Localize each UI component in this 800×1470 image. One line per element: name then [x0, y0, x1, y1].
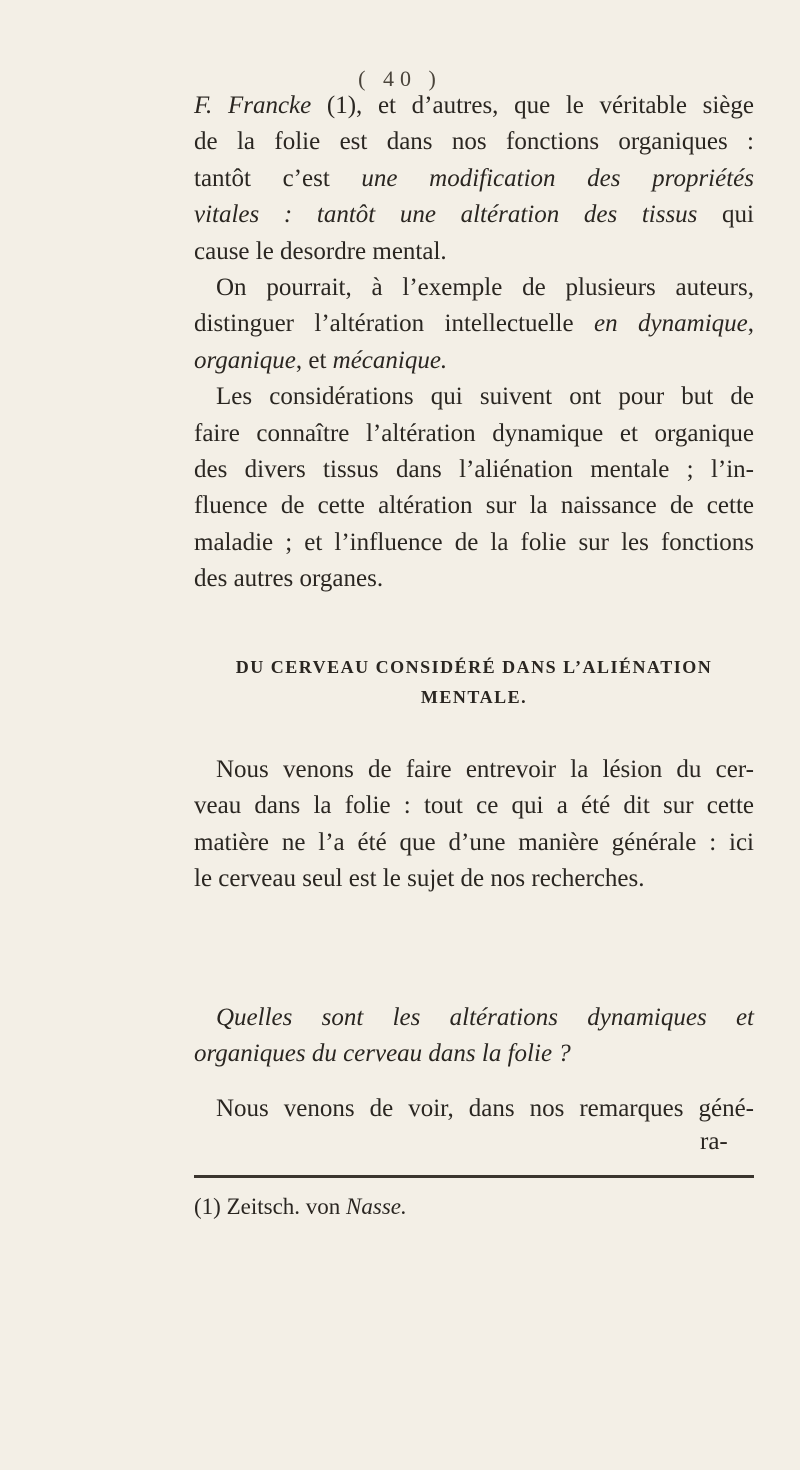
text-run: veau dans la folie : tout ce qui a été dit sur cette [194, 792, 754, 820]
text-run: Nous venons de faire entrevoir la lésion du cer- [216, 756, 754, 783]
text-line [194, 452, 754, 488]
text-line [194, 343, 754, 379]
text-run: cause le desordre mental. [194, 237, 447, 265]
text-line [194, 525, 754, 561]
text-line [194, 197, 754, 233]
page-number: ( 40 ) [358, 66, 442, 91]
text-run: distinguer l’altération intellectuelle [194, 310, 595, 338]
text-run: matière ne l’a été que d’une manière générale : ici [194, 828, 754, 856]
text-line [194, 88, 754, 124]
text-line [194, 861, 754, 897]
text-line [194, 561, 754, 597]
footnote-mark: (1) [194, 1194, 221, 1219]
text-line [194, 379, 754, 415]
paragraph-2 [194, 270, 754, 379]
italic-text: organiques du cerveau dans la folie ? [194, 1040, 571, 1068]
italic-text: F. Francke [194, 92, 312, 119]
text-line [194, 161, 754, 197]
text-line [194, 416, 754, 452]
text-run: Nous venons de voir, dans nos remarques géné- [216, 1095, 754, 1122]
text-run: , et [295, 346, 333, 374]
text-line [194, 1000, 754, 1036]
text-line [194, 788, 754, 824]
text-run: qui [697, 201, 754, 229]
italic-text: en dynamique [594, 310, 748, 338]
text-run: des divers tissus dans l’aliénation mentale ; l’in- [194, 456, 754, 484]
text-run: fluence de cette altération sur la naissance de cette [194, 492, 754, 520]
paragraph-3 [194, 379, 754, 597]
text-run: Les considérations qui suivent ont pour but de [216, 383, 754, 411]
paragraph-6 [194, 1091, 754, 1127]
italic-text: une modification des propriétés [361, 164, 754, 192]
text-run: tantôt c’est [194, 164, 362, 192]
text-run: , [747, 310, 754, 338]
catchword: ra- [700, 1128, 728, 1155]
paragraph-4 [194, 752, 754, 898]
text-line [194, 124, 754, 160]
text-run: (1), et d’autres, que le véritable siège [311, 92, 754, 119]
section-heading [194, 652, 754, 712]
paragraph-5 [194, 1000, 754, 1073]
text-line [194, 306, 754, 342]
text-line [194, 234, 754, 270]
italic-text: Quelles sont les altérations dynamiques et [216, 1004, 754, 1031]
section-heading-line-1: DU CERVEAU CONSIDÉRÉ DANS L’ALIÉNATION [235, 657, 713, 677]
italic-text: organique [194, 346, 296, 374]
text-run: maladie ; et l’influence de la folie sur les fonctions [194, 528, 754, 556]
text-run: des autres organes. [194, 565, 384, 593]
footnote-text: Zeitsch. von [220, 1194, 347, 1219]
section-heading-line-2: MENTALE. [420, 687, 528, 707]
main-text-top [194, 88, 754, 598]
text-line [194, 1091, 754, 1127]
footnote-rule [194, 1175, 754, 1178]
text-line [194, 1036, 754, 1072]
text-line [194, 488, 754, 524]
text-run: faire connaître l’altération dynamique et organique [194, 419, 754, 447]
text-line [194, 752, 754, 788]
footnote [194, 1190, 407, 1224]
text-run: le cerveau seul est le sujet de nos recherches. [194, 865, 645, 893]
italic-text: vitales : tantôt une altération des tissus [194, 201, 698, 229]
paragraph-1 [194, 88, 754, 270]
text-line [194, 270, 754, 306]
footnote-name: Nasse. [346, 1194, 407, 1219]
italic-text: mécanique. [332, 346, 448, 374]
text-run: de la folie est dans nos fonctions organiques : [194, 128, 754, 156]
text-run: On pourrait, à l’exemple de plusieurs auteurs, [216, 274, 754, 302]
text-line [194, 825, 754, 861]
